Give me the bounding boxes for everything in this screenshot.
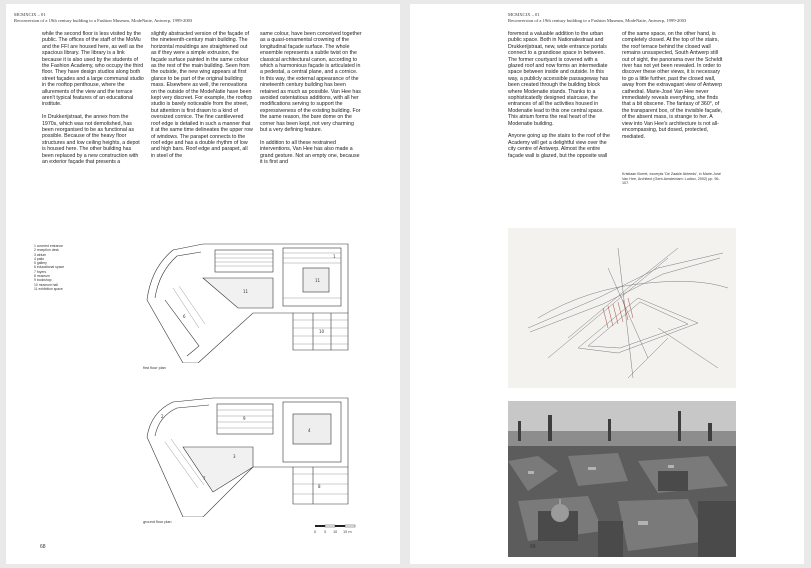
source-credit: Kristiaan Borret, excerpts 'De Zaakie Ableeds', in Marie-José Van Hee, Architect (Gent-Amsterdam: Ludion, 2002) pp. 96-107. bbox=[622, 172, 721, 186]
svg-text:9: 9 bbox=[243, 416, 246, 421]
svg-text:11: 11 bbox=[315, 278, 321, 283]
scale-bar bbox=[311, 523, 371, 537]
paragraph: Anyone going up the stairs to the roof of the Academy will get a delightful view over the city centre of Antwerp. Almost the entire façade wall is glazed, but the opposite wall bbox=[508, 133, 610, 159]
scale-label: 10 bbox=[333, 530, 338, 534]
svg-text:7: 7 bbox=[203, 476, 206, 481]
plan-caption: ground floor plan bbox=[143, 520, 172, 524]
plan-caption: first floor plan bbox=[143, 366, 166, 370]
legend-item: 7 foyers bbox=[34, 269, 47, 274]
left-page bbox=[6, 4, 400, 564]
svg-text:11: 11 bbox=[243, 289, 249, 294]
legend-item: 11 exhibition space bbox=[34, 286, 63, 291]
paragraph: same colour, have been conceived together as a quasi-ornamental crowning of the longitudinal façade surface. The whole ensemble represents a subtle twist on the classical architectural canon, according to which a harmonious façade is articulated in a pedestal, a central plane, and a cornice. In this way, the external appearance of the nineteenth century building has been retained as much as possible. Van Hee has avoided ostentatious additions, with all her modifications serving to support the expressiveness of the existing building. For the same reason, the bare dome on the corner has been kept, not very charming but a very defining feature. bbox=[260, 31, 362, 134]
legend-item: 2 reception desk bbox=[34, 248, 59, 253]
svg-text:1: 1 bbox=[333, 254, 336, 259]
paragraph: of the same space, on the other hand, is completely closed. At the top of the stairs, the roof terrace behind the closed wall remains unsuspected, South Antwerp still out of sight, the panorama over the Scheldt river has not yet been revealed. In order to discover these other views, it is necessary to go a little further, past the closed wall, away from the extravagant view of Antwerp cathedral. Marie-José Van Hee never immediately reveals everything, she finds that a bit obscene. The fantasy of 360°, of the transparent box, of the invisible façade, of the absent mass, is strange to her. A view into Van Hee's architecture is not all-encompassing, but dosed, protected, mediated. bbox=[622, 31, 723, 140]
paragraph: while the second floor is less visited by the public. The offices of the staff of the MoMu and the FFI are housed here, as well as the spacious library. The library is a link because it is also used by the students of the Fashion Academy, who occupy the third floor. They have design studios along both street façades and a large communal studio in the rooftop penthouse, where the allurements of the view and the terrace aren't typical features of an educational institute. bbox=[42, 31, 144, 108]
text-column-2 bbox=[622, 31, 724, 146]
text-column-1 bbox=[508, 31, 610, 166]
legend-item: 6 educational space bbox=[34, 265, 65, 270]
legend-item: 9 bookshop bbox=[34, 278, 52, 283]
legend-item: 4 patio bbox=[34, 256, 45, 261]
ground-floor-plan bbox=[143, 392, 363, 517]
legend-item: 1 covered entrance bbox=[34, 244, 64, 248]
paragraph: slightly abstracted version of the façade of the nineteenth-century main building. The horizontal mouldings are straightened out as if they were a simple extrusion, the façade surface painted in the same colour as the rest of the main building. Seen from the outside, the new wing appears at first glance to be part of the original building mass. Elsewhere as well, the renovations on the outside of the ModeNatie have been kept very discreet. For example, the rooftop studio is barely noticeable from the street, but attention is first drawn to a kind of oversized cornice. The fine cantilevered roof edge is detailed in such a manner that it at the same time delineates the upper row of windows. The parapet connects to the roof edge and has a double rhythm of low and high bars. Roof edge and parapet, all in steel of the bbox=[151, 31, 253, 159]
first-floor-plan bbox=[143, 238, 363, 363]
text-column-1 bbox=[42, 31, 144, 172]
scale-label: 0 bbox=[314, 530, 317, 534]
svg-text:6: 6 bbox=[183, 314, 186, 319]
svg-text:10: 10 bbox=[319, 329, 325, 334]
running-header bbox=[14, 12, 192, 23]
text-column-2 bbox=[151, 31, 253, 166]
scale-label: 15 m bbox=[343, 530, 352, 534]
paragraph: foremost a valuable addition to the urban public space. Both in Nationalestraat and Drukkerijstraat, new, wide entrance portals connect to a grandiose space in between. The former courtyard is covered with a glazed roof and now forms an intermediate space between inside and outside. In this way, a publicly accessible passageway has been created through the building block where Modenatie stands. Thanks to a sophisticatedly designed staircase, the entrances of all the activities housed in Modenatie lead to this one central space. This atrium forms the real heart of the Modenatie building. bbox=[508, 31, 609, 127]
page-number: 69 bbox=[530, 544, 536, 550]
plan-legend bbox=[34, 244, 64, 291]
paragraph: In addition to all these restrained interventions, Van Hee has also made a grand gesture. Not an empty one, because it is first and bbox=[260, 139, 360, 166]
svg-text:2: 2 bbox=[161, 414, 164, 419]
svg-text:8: 8 bbox=[318, 484, 321, 489]
svg-text:3: 3 bbox=[233, 454, 236, 459]
architectural-sketch bbox=[508, 228, 736, 388]
right-page bbox=[410, 4, 804, 564]
header-title: Reconversion of a 19th century building to a Fashion Museum, ModeNatie, Antwerp, 1999-2003 bbox=[14, 17, 193, 23]
scale-label: 5 bbox=[324, 530, 327, 534]
paragraph: In Drukkerijstraat, the annex from the 1970s, which was not demolished, has been reorganised to be as functional as possible. Because of the heavy floor structures and low ceiling heights, a depot is housed here. The other building has been replaced by a new construction with an exterior façade that presents a bbox=[42, 114, 140, 166]
header-title: Reconversion of a 19th century building to a Fashion Museum, ModeNatie, Antwerp, 1999-2003 bbox=[508, 17, 687, 23]
header-code: MCMXCIX – 01 bbox=[14, 12, 46, 17]
legend-item: 8 museum bbox=[34, 274, 50, 279]
header-code: MCMXCIX – 01 bbox=[508, 12, 540, 17]
legend-item: 5 gallery bbox=[34, 261, 47, 266]
legend-item: 3 atrium bbox=[34, 252, 47, 257]
running-header bbox=[508, 12, 686, 23]
legend-item: 10 museum hall bbox=[34, 282, 58, 287]
text-column-3 bbox=[260, 31, 362, 172]
city-photograph bbox=[508, 401, 736, 557]
page-number: 68 bbox=[40, 544, 46, 550]
svg-text:4: 4 bbox=[308, 428, 311, 433]
